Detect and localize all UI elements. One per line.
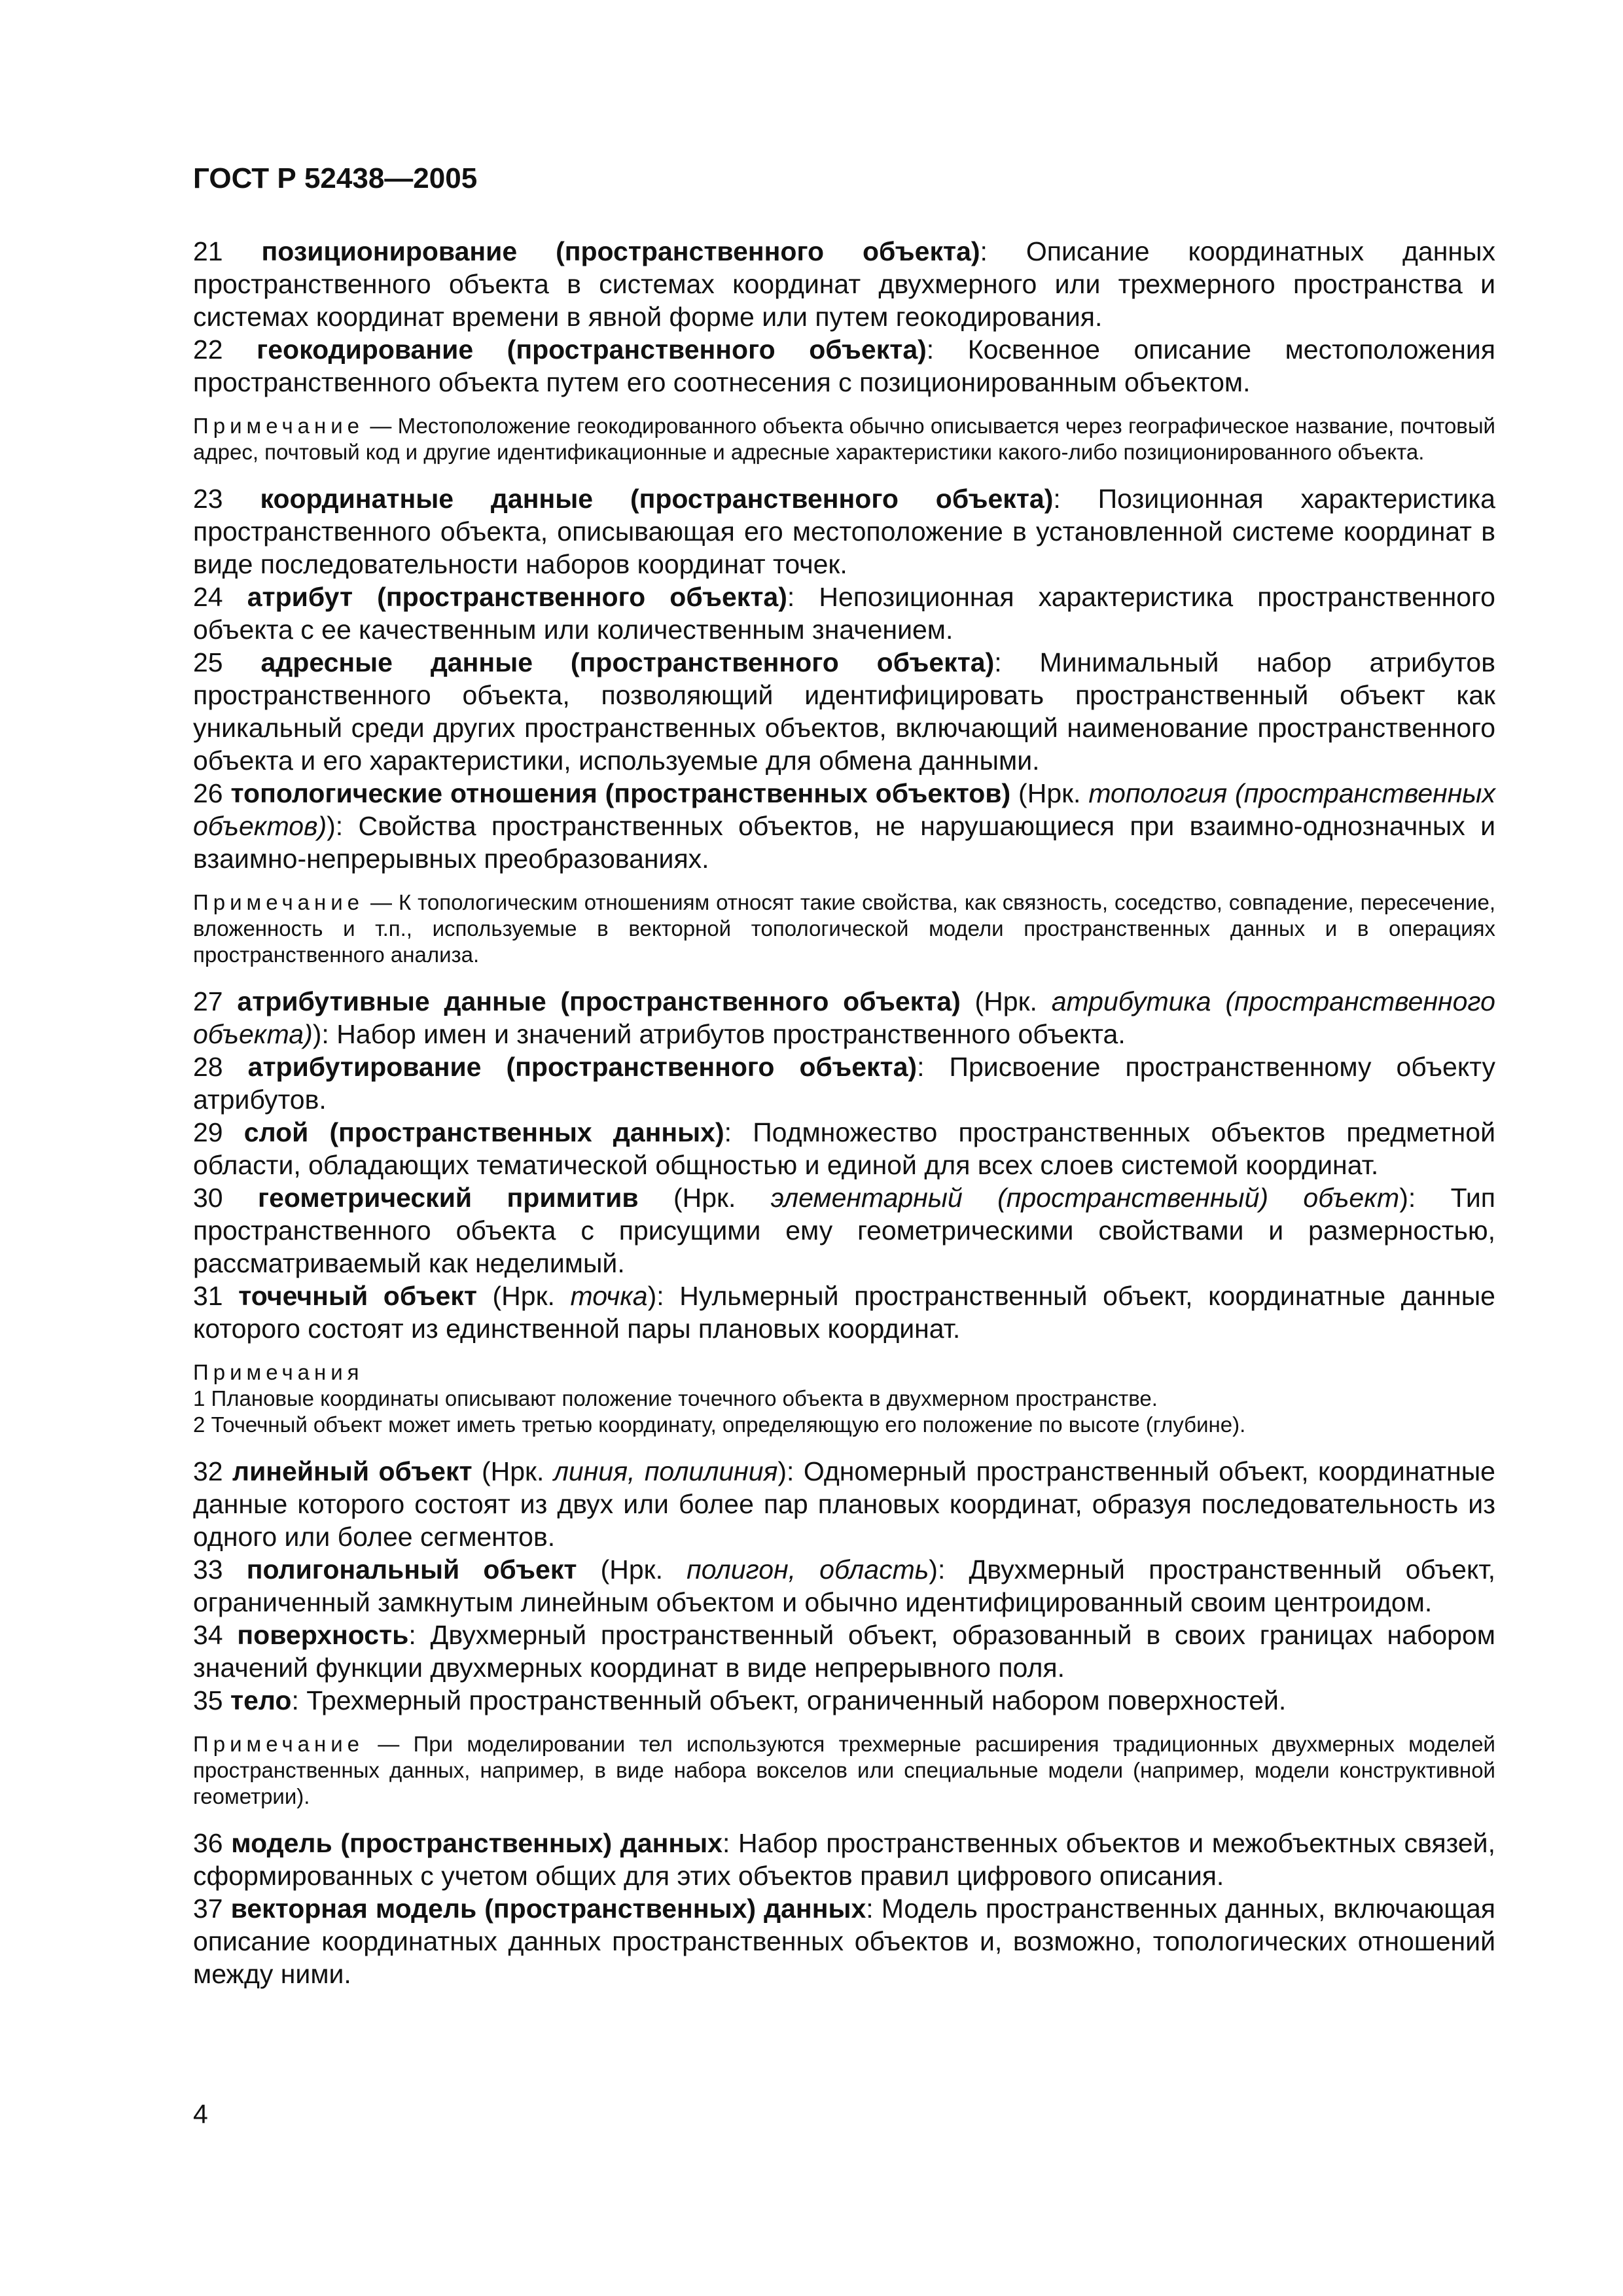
- term-name: атрибут (пространственного объекта): [247, 582, 787, 612]
- term-name: точечный объект: [238, 1281, 477, 1311]
- term-synonym-suffix: ):: [647, 1281, 664, 1311]
- note-label: Примечание: [193, 1732, 365, 1756]
- term-37: [193, 1892, 1495, 1990]
- term-29: [193, 1116, 1495, 1181]
- term-synonym-prefix: (Нрк.: [472, 1456, 554, 1486]
- note-label: Примечание: [193, 890, 365, 914]
- term-26: [193, 777, 1495, 875]
- term-synonym-prefix: (Нрк.: [960, 986, 1052, 1016]
- term-24: [193, 581, 1495, 646]
- term-colon: :: [917, 1052, 925, 1082]
- term-name: геометрический примитив: [258, 1183, 639, 1213]
- term-definition: Позиционная характеристика пространственного объекта, описывающая его местоположение в установленной системе координат в виде последовательности наборов координат точек.: [193, 484, 1495, 579]
- term-21: [193, 235, 1495, 333]
- note-label: Примечание: [193, 414, 365, 438]
- term-colon: :: [724, 1117, 732, 1147]
- term-definition: Описание координатных данных пространственного объекта в системах координат двухмерного или трехмерного пространства и системах координат времени в явной форме или путем геокодирования.: [193, 236, 1495, 332]
- note-item: 2 Точечный объект может иметь третью координату, определяющую его положение по высоте (глубине).: [193, 1412, 1246, 1437]
- page-number: 4: [193, 2099, 208, 2129]
- term-synonym: точка: [570, 1281, 648, 1311]
- note-26: [193, 889, 1495, 968]
- term-number: 31: [193, 1281, 223, 1311]
- document-page: [193, 160, 1495, 1990]
- term-name: топологические отношения (пространственных объектов): [230, 778, 1011, 808]
- term-35: [193, 1684, 1495, 1717]
- term-name: модель (пространственных) данных: [231, 1828, 722, 1858]
- notes-label: Примечания: [193, 1360, 364, 1384]
- term-name: атрибутивные данные (пространственного объекта): [237, 986, 961, 1016]
- term-definition: Непозиционная характеристика пространственного объекта с ее качественным или количественным значением.: [193, 582, 1495, 645]
- term-definition: Двухмерный пространственный объект, образованный в своих границах набором значений функции двухмерных координат в виде непрерывного поля.: [193, 1620, 1495, 1683]
- note-22: [193, 413, 1495, 465]
- term-synonym: полигон, область: [687, 1554, 929, 1585]
- term-30: [193, 1181, 1495, 1280]
- term-23: [193, 482, 1495, 581]
- term-number: 28: [193, 1052, 223, 1082]
- term-25: [193, 646, 1495, 777]
- term-number: 32: [193, 1456, 223, 1486]
- term-synonym: топология (пространственных объектов): [193, 778, 1495, 841]
- document-header: ГОСТ Р 52438—2005: [193, 162, 478, 194]
- term-synonym: элементарный (пространственный) объект: [770, 1183, 1400, 1213]
- term-number: 33: [193, 1554, 223, 1585]
- term-number: 25: [193, 647, 223, 677]
- term-name: полигональный объект: [246, 1554, 577, 1585]
- term-33: [193, 1553, 1495, 1619]
- term-synonym-suffix: ):: [312, 1019, 329, 1049]
- term-name: координатные данные (пространственного объекта): [260, 484, 1054, 514]
- note-text: — К топологическим отношениям относят такие свойства, как связность, соседство, совпадение, пересечение, вложенность и т.п., используемые в векторной топологической модели пространственных данных и в операциях пространственного анализа.: [193, 890, 1495, 967]
- term-definition: Трехмерный пространственный объект, ограниченный набором поверхностей.: [298, 1685, 1287, 1715]
- term-definition: Двухмерный пространственный объект, ограниченный замкнутым линейным объектом и обычно идентифицированный своим центроидом.: [193, 1554, 1495, 1617]
- term-colon: :: [408, 1620, 416, 1650]
- term-synonym-suffix: ):: [327, 811, 344, 841]
- term-definition: Косвенное описание местоположения пространственного объекта путем его соотнесения с позиционированным объектом.: [193, 334, 1496, 397]
- term-31: [193, 1280, 1495, 1345]
- term-definition: Набор имен и значений атрибутов пространственного объекта.: [329, 1019, 1126, 1049]
- term-colon: :: [1053, 484, 1061, 514]
- term-synonym-prefix: (Нрк.: [1010, 778, 1089, 808]
- term-name: линейный объект: [232, 1456, 473, 1486]
- term-colon: :: [926, 334, 935, 365]
- term-22: [193, 333, 1495, 399]
- term-number: 26: [193, 778, 223, 808]
- note-text: — Местоположение геокодированного объекта обычно описывается через географическое название, почтовый адрес, почтовый код и другие идентификационные и адресные характеристики какого-либо позиционированного объекта.: [193, 414, 1495, 464]
- term-synonym-suffix: ):: [777, 1456, 794, 1486]
- term-definition: Подмножество пространственных объектов предметной области, обладающих тематической общностью и единой для всех слоев системой координат.: [193, 1117, 1495, 1180]
- term-colon: :: [722, 1828, 730, 1858]
- term-synonym-prefix: (Нрк.: [476, 1281, 571, 1311]
- term-definition: Набор пространственных объектов и межобъектных связей, сформированных с учетом общих для этих объектов правил цифрового описания.: [193, 1828, 1495, 1891]
- term-number: 34: [193, 1620, 223, 1650]
- term-colon: :: [980, 236, 988, 266]
- term-number: 24: [193, 582, 223, 612]
- term-synonym-suffix: ):: [1399, 1183, 1416, 1213]
- note-text: — При моделировании тел используются трехмерные расширения традиционных двухмерных моделей пространственных данных, например, в виде набора вокселов или специальные модели (например, модели конструктивной геометрии).: [193, 1732, 1495, 1808]
- term-name: атрибутирование (пространственного объекта): [247, 1052, 918, 1082]
- term-definition: Нульмерный пространственный объект, координатные данные которого состоят из единственной пары плановых координат.: [193, 1281, 1495, 1344]
- term-number: 36: [193, 1828, 223, 1858]
- term-number: 22: [193, 334, 223, 365]
- term-32: [193, 1455, 1495, 1553]
- term-colon: :: [787, 582, 795, 612]
- term-name: геокодирование (пространственного объекта): [257, 334, 927, 365]
- term-number: 23: [193, 484, 223, 514]
- term-definition: Присвоение пространственному объекту атрибутов.: [193, 1052, 1495, 1115]
- term-definition: Свойства пространственных объектов, не нарушающиеся при взаимно-однозначных и взаимно-непрерывных преобразованиях.: [193, 811, 1495, 874]
- term-synonym-prefix: (Нрк.: [577, 1554, 687, 1585]
- term-definition: Тип пространственного объекта с присущими ему геометрическими свойствами и размерностью, рассматриваемый как неделимый.: [193, 1183, 1495, 1278]
- term-number: 37: [193, 1893, 223, 1924]
- term-number: 30: [193, 1183, 223, 1213]
- term-synonym: линия, полилиния: [553, 1456, 778, 1486]
- note-item: 1 Плановые координаты описывают положение точечного объекта в двухмерном пространстве.: [193, 1386, 1158, 1410]
- term-34: [193, 1619, 1495, 1684]
- term-number: 27: [193, 986, 223, 1016]
- term-number: 21: [193, 236, 223, 266]
- term-28: [193, 1050, 1495, 1116]
- term-definition: Минимальный набор атрибутов пространственного объекта, позволяющий идентифицировать пространственный объект как уникальный среди других пространственных объектов, включающий наименование пространственного объекта и его характеристики, используемые для обмена данными.: [193, 647, 1495, 776]
- term-synonym: атрибутика (пространственного объекта): [193, 986, 1495, 1049]
- term-name: слой (пространственных данных): [243, 1117, 724, 1147]
- term-name: векторная модель (пространственных) данных: [230, 1893, 866, 1924]
- term-name: позиционирование (пространственного объекта): [261, 236, 980, 266]
- term-synonym-prefix: (Нрк.: [638, 1183, 771, 1213]
- term-synonym-suffix: ):: [929, 1554, 946, 1585]
- term-number: 29: [193, 1117, 223, 1147]
- term-colon: :: [866, 1893, 874, 1924]
- term-colon: :: [994, 647, 1002, 677]
- term-36: [193, 1827, 1495, 1892]
- term-colon: :: [291, 1685, 299, 1715]
- note-35: [193, 1731, 1495, 1810]
- notes-31: [193, 1359, 1495, 1438]
- term-name: адресные данные (пространственного объекта): [260, 647, 995, 677]
- term-name: поверхность: [237, 1620, 409, 1650]
- term-number: 35: [193, 1685, 223, 1715]
- term-27: [193, 985, 1495, 1050]
- term-name: тело: [230, 1685, 292, 1715]
- term-definition: Одномерный пространственный объект, координатные данные которого состоят из двух или более пар плановых координат, образуя последовательность из одного или более сегментов.: [193, 1456, 1495, 1552]
- term-definition: Модель пространственных данных, включающая описание координатных данных пространственных объектов и, возможно, топологических отношений между ними.: [193, 1893, 1496, 1989]
